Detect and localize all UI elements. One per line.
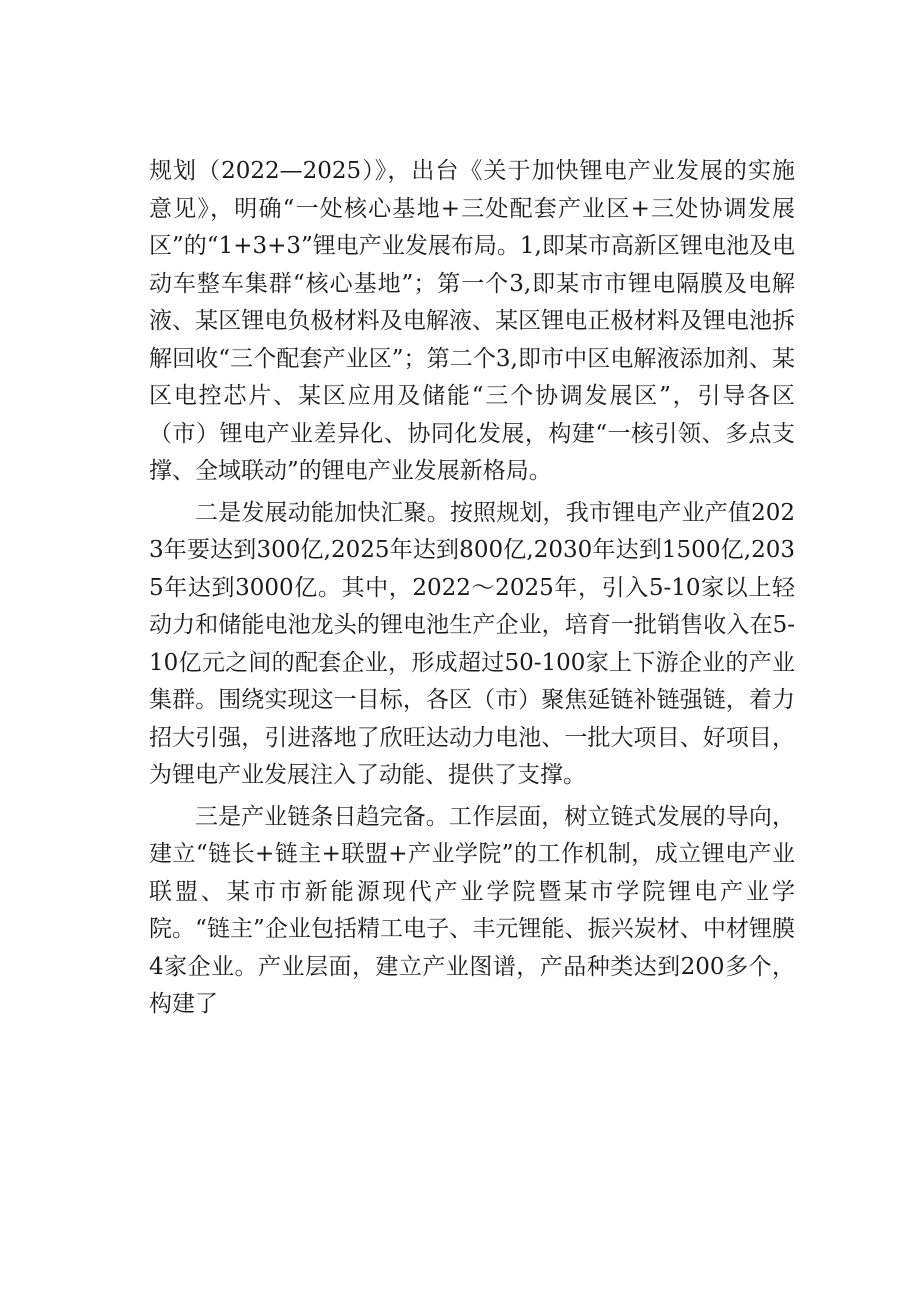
paragraph-industry-chain: 三是产业链条日趋完备。工作层面，树立链式发展的导向，建立“链长+链主+联盟+产业学院”的工作机制，成立锂电产业联盟、某市市新能源现代产业学院暨某市学院锂电产业学院。“链主”企业包括精工电子、丰元锂能、振兴炭材、中材锂膜4家企业。产业层面，建立产业图谱，产品种类达到200多个，构建了 — [149, 803, 795, 1017]
paragraph-continued: 规划（2022—2025）》，出台《关于加快锂电产业发展的实施意见》，明确“一处核心基地+三处配套产业区+三处协调发展区”的“1+3+3”锂电产业发展布局。1,即某市高新区锂电池及电动车整车集群“核心基地”；第一个3,即某市市锂电隔膜及电解液、某区锂电负极材料及电解液、某区锂电正极材料及锂电池拆解回收“三个配套产业区”；第二个3,即市中区电解液添加剂、某区电控芯片、某区应用及储能“三个协调发展区”，引导各区（市）锂电产业差异化、协同化发展，构建“一核引领、多点支撑、全域联动”的锂电产业发展新格局。 — [149, 158, 795, 484]
document-body — [149, 153, 795, 1024]
paragraph-development-momentum: 二是发展动能加快汇聚。按照规划，我市锂电产业产值2023年要达到300亿,2025年达到800亿,2030年达到1500亿,2035年达到3000亿。其中，2022～2025年，引入5-10家以上轻动力和储能电池龙头的锂电池生产企业，培育一批销售收入在5-10亿元之间的配套企业，形成超过50-100家上下游企业的产业集群。围绕实现这一目标，各区（市）聚焦延链补链强链，着力招大引强，引进落地了欣旺达动力电池、一批大项目、好项目，为锂电产业发展注入了动能、提供了支撑。 — [149, 499, 795, 788]
